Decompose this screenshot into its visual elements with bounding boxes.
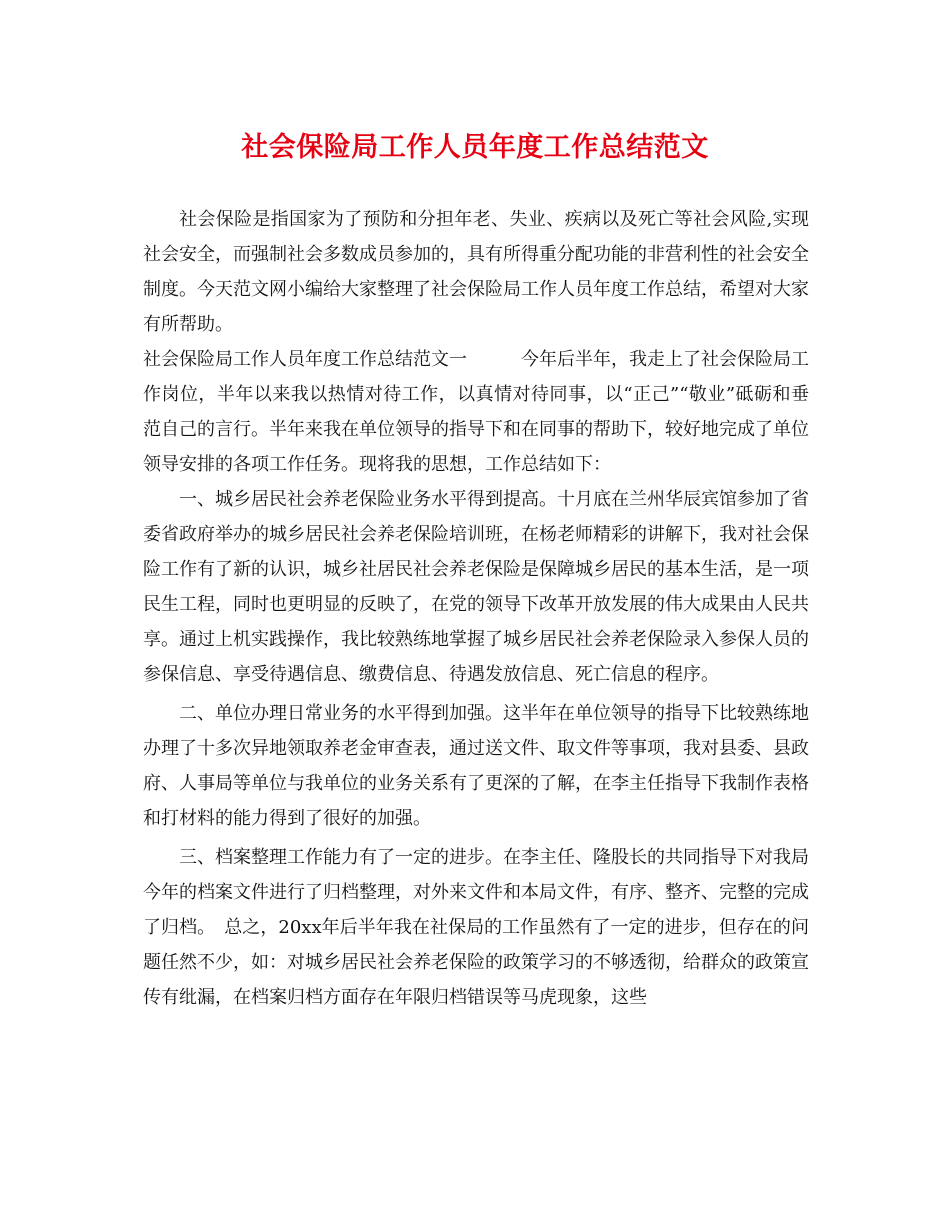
document-body (143, 202, 809, 1015)
point-three-paragraph: 三、档案整理工作能力有了一定的进步。在李主任、隆股长的共同指导下对我局今年的档案文件进行了归档整理，对外来文件和本局文件，有序、整齐、完整的完成了归档。 总之，20xx年后半年我在社保局的工作虽然有了一定的进步，但存在的问题任然不少，如：对城乡居民社会养老保险的政策学习的不够透彻，给群众的政策宣传有纰漏，在档案归档方面存在年限归档错误等马虎现象，这些 (143, 847, 809, 1008)
section-one-intro-paragraph: 社会保险局工作人员年度工作总结范文一 今年后半年，我走上了社会保险局工作岗位，半年以来我以热情对待工作，以真情对待同事，以“正己”“敬业”砥砺和垂范自己的言行。半年来我在单位领导的指导下和在同事的帮助下，较好地完成了单位领导安排的各项工作任务。现将我的思想，工作总结如下： (143, 349, 809, 475)
intro-paragraph: 社会保险是指国家为了预防和分担年老、失业、疾病以及死亡等社会风险,实现社会安全，而强制社会多数成员参加的，具有所得重分配功能的非营利性的社会安全制度。今天范文网小编给大家整理了社会保险局工作人员年度工作总结，希望对大家有所帮助。 (143, 209, 809, 335)
point-two-paragraph: 二、单位办理日常业务的水平得到加强。这半年在单位领导的指导下比较熟练地办理了十多次异地领取养老金审查表，通过送文件、取文件等事项，我对县委、县政府、人事局等单位与我单位的业务关系有了更深的了解，在李主任指导下我制作表格和打材料的能力得到了很好的加强。 (143, 703, 809, 829)
document-title: 社会保险局工作人员年度工作总结范文 (241, 132, 709, 163)
point-one-paragraph: 一、城乡居民社会养老保险业务水平得到提高。十月底在兰州华辰宾馆参加了省委省政府举办的城乡居民社会养老保险培训班，在杨老师精彩的讲解下，我对社会保险工作有了新的认识，城乡社居民社会养老保险是保障城乡居民的基本生活，是一项民生工程，同时也更明显的反映了，在党的领导下改革开放发展的伟大成果由人民共享。通过上机实践操作，我比较熟练地掌握了城乡居民社会养老保险录入参保人员的参保信息、享受待遇信息、缴费信息、待遇发放信息、死亡信息的程序。 (143, 489, 809, 685)
